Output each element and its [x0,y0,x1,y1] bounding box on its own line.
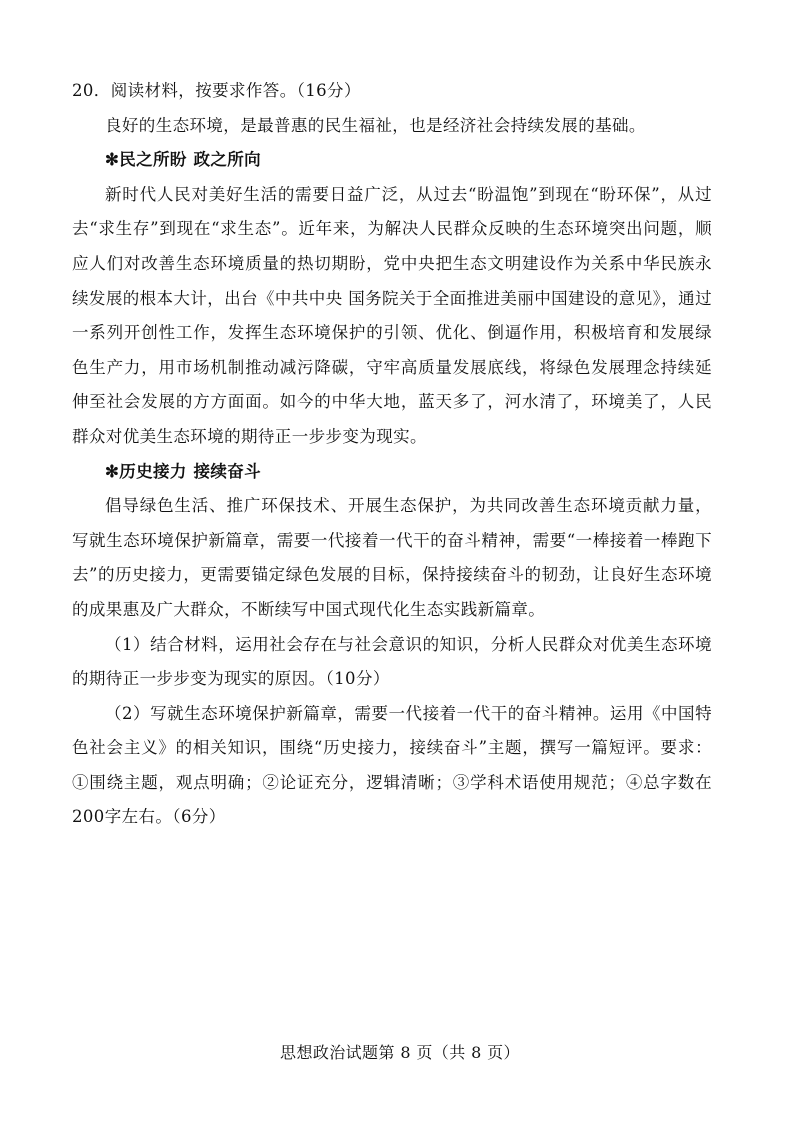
question-20-block [72,74,712,835]
section-heading-2-part-b: 接续奋斗 [193,461,262,481]
section-heading-2-part-a: 历史接力 [119,461,187,481]
section-heading-1-part-a: 民之所盼 [119,150,187,170]
subquestion-2: （2）写就生态环境保护新篇章，需要一代接着一代干的奋斗精神。运用《中国特色社会主义》的相关知识，围绕“历史接力，接续奋斗”主题，撰写一篇短评。要求：①围绕主题，观点明确；②论证充分，逻辑清晰；③学科术语使用规范；④总字数在200字左右。（6分） [72,703,712,827]
page-footer: 思想政治试题第 8 页（共 8 页） [280,1043,520,1062]
star-icon: ✻ [105,150,120,170]
material-intro: 良好的生态环境，是最普惠的民生福祉，也是经济社会持续发展的基础。 [105,115,646,135]
question-header: 20．阅读材料，按要求作答。（16分） [72,81,361,100]
section-heading-1 [72,143,712,178]
star-icon: ✻ [105,461,120,481]
section-body-2: 倡导绿色生活、推广环保技术、开展生态保护，为共同改善生态环境贡献力量，写就生态环境保护新篇章，需要一代接着一代干的奋斗精神，需要“一棒接着一棒跑下去”的历史接力，更需要锚定绿色发展的目标，保持接续奋斗的韧劲，让良好生态环境的成果惠及广大群众，不断续写中国式现代化生态实践新篇章。 [72,496,712,619]
section-heading-1-part-b: 政之所向 [193,150,262,170]
section-body-1: 新时代人民对美好生活的需要日益广泛，从过去“盼温饱”到现在“盼环保”，从过去“求生存”到现在“求生态”。近年来，为解决人民群众反映的生态环境突出问题，顺应人们对改善生态环境质量的热切期盼，党中央把生态文明建设作为关系中华民族永续发展的根本大计，出台《中共中央 国务院关于全面推进美丽中国建设的意见》，通过一系列开创性工作，发挥生态环境保护的引领、优化、倒逼作用，积极培育和发展绿色生产力，用市场机制推动减污降碳，守牢高质量发展底线，将绿色发展理念持续延伸至社会发展的方方面面。如今的中华大地，蓝天多了，河水清了，环境美了，人民群众对优美生态环境的期待正一步步变为现实。 [72,184,712,446]
subquestion-1: （1）结合材料，运用社会存在与社会意识的知识，分析人民群众对优美生态环境的期待正一步步变为现实的原因。（10分） [72,634,712,689]
section-heading-2 [72,455,712,490]
